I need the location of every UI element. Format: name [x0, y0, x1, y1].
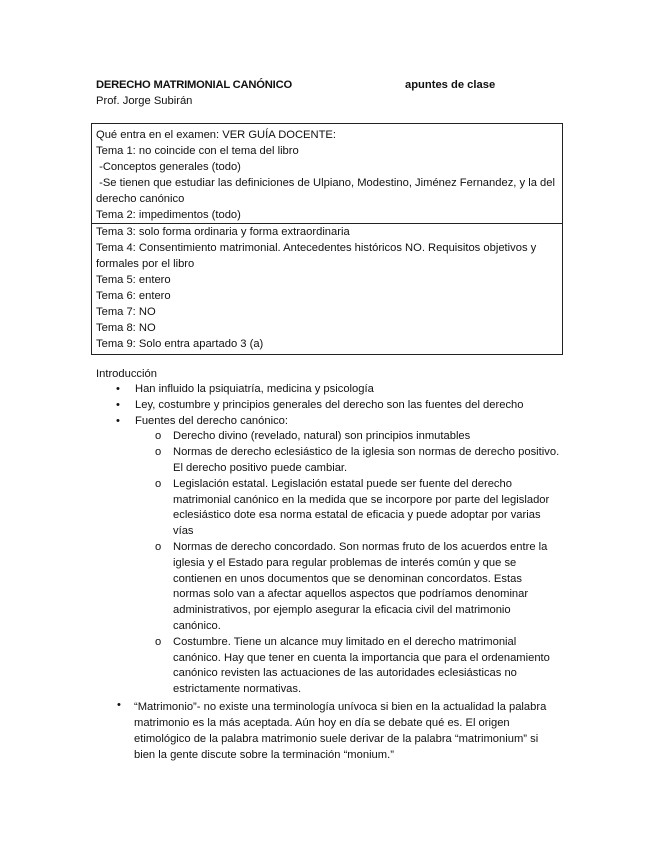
- exam-line: Tema 9: Solo entra apartado 3 (a): [96, 338, 264, 351]
- sub-list-item: [134, 445, 561, 477]
- sub-list-item: [134, 477, 561, 540]
- sub-list-item: [134, 540, 561, 635]
- list-item: [96, 414, 561, 698]
- exam-box: [91, 123, 563, 355]
- exam-line: -Se tienen que estudiar las definiciones de Ulpiano, Modestino, Jiménez Fernandez, y la del derecho canónico: [96, 177, 559, 206]
- intro-bullet-list: [96, 382, 561, 698]
- sub-list-item: [134, 635, 561, 698]
- sub-bullet-icon: o: [155, 430, 162, 443]
- sub-bullet-icon: o: [155, 477, 162, 490]
- bullet-text: Ley, costumbre y principios generales del derecho son las fuentes del derecho: [135, 398, 524, 411]
- exam-line: Tema 6: entero: [96, 289, 171, 302]
- matrimonio-bullet: [96, 699, 556, 763]
- exam-line: Tema 4: Consentimiento matrimonial. Antecedentes históricos NO. Requisitos objetivos y formales por el libro: [96, 241, 537, 270]
- bullet-icon: •: [116, 414, 120, 427]
- exam-line: Tema 7: NO: [96, 306, 156, 319]
- bullet-text: Han influido la psiquiatría, medicina y psicología: [135, 383, 374, 395]
- list-item: [96, 398, 561, 414]
- intro-title: Introducción: [96, 368, 157, 380]
- exam-line: Tema 2: impedimentos (todo): [96, 209, 241, 222]
- bullet-icon: •: [116, 398, 120, 411]
- sub-bullet-icon: o: [155, 635, 162, 648]
- bullet-text: “Matrimonio”- no existe una terminología unívoca si bien en la actualidad la palabra matrimonio es la más aceptada. Aún hoy en día se debate qué es. El origen etimológico de la palabra matrimonio suele derivar de la palabra “matrimonium” si bien la gente discute sobre la terminación “monium.”: [134, 701, 547, 761]
- exam-line: Tema 1: no coincide con el tema del libro: [96, 145, 299, 158]
- sub-bullet-text: Legislación estatal. Legislación estatal puede ser fuente del derecho matrimonial canónico en la medida que se incorpore por parte del legislador eclesiástico dote esa norma estatal de eficacia y puede adoptar por varias vías: [173, 477, 550, 538]
- list-item: [96, 382, 561, 398]
- exam-line: Tema 3: solo forma ordinaria y forma extraordinaria: [96, 224, 562, 240]
- exam-line: Tema 5: entero: [96, 273, 171, 286]
- exam-line: Tema 8: NO: [96, 322, 156, 335]
- sub-bullet-text: Derecho divino (revelado, natural) son principios inmutables: [173, 430, 471, 443]
- professor-name: Prof. Jorge Subirán: [96, 95, 193, 107]
- bullet-icon: •: [116, 383, 120, 395]
- sub-bullet-text: Normas de derecho eclesiástico de la iglesia son normas de derecho positivo. El derecho positivo puede cambiar.: [173, 446, 560, 474]
- exam-line: -Conceptos generales (todo): [96, 161, 241, 174]
- sub-bullet-text: Normas de derecho concordado. Son normas fruto de los acuerdos entre la iglesia y el Estado para regular problemas de interés común y que se contienen en unos documentos que se denominan concordatos. Estas normas solo van a afectar aquellos aspectos que podríamos denominar administrativos, por ejemplo asegurar la eficacia civil del matrimonio canónico.: [173, 540, 548, 632]
- sub-bullet-text: Costumbre. Tiene un alcance muy limitado en el derecho matrimonial canónico. Hay que tener en cuenta la importancia que para el ordenamiento canónico revisten las actuaciones de las autoridades eclesiásticas no estrictamente normativas.: [173, 635, 550, 696]
- bullet-text: Fuentes del derecho canónico:: [135, 414, 288, 427]
- sub-bullet-icon: o: [155, 540, 162, 553]
- sub-bullet-list: [134, 429, 561, 698]
- bullet-icon: •: [117, 699, 121, 711]
- sub-bullet-icon: o: [155, 446, 162, 459]
- sub-list-item: [134, 429, 561, 445]
- intro-section: [96, 366, 561, 698]
- document-subtitle: apuntes de clase: [405, 79, 496, 91]
- document-title: DERECHO MATRIMONIAL CANÓNICO: [96, 79, 292, 91]
- exam-line: Qué entra en el examen: VER GUÍA DOCENTE:: [96, 129, 337, 141]
